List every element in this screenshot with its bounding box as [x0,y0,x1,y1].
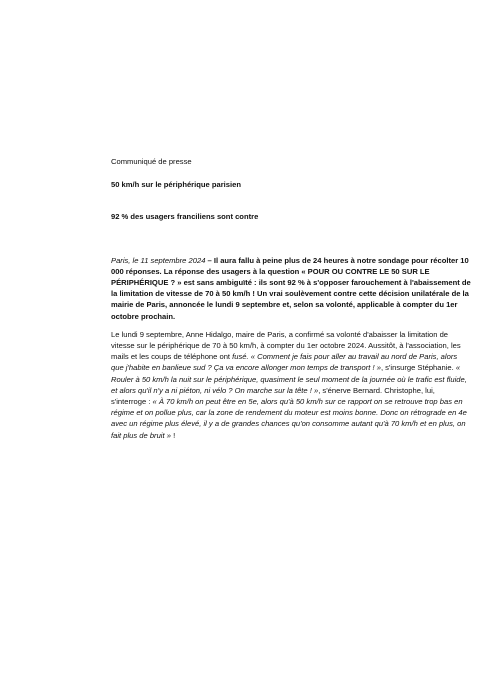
quote-bernard: « Rouler à 50 km/h la nuit sur le périphérique, quasiment le seul moment de la journée où le trafic est fluide, et alors qu'il n'y a ni piéton, ni vélo ? On marche sur la tête ! » [111,363,467,395]
body-segment: , s'insurge Stéphanie. [380,363,456,373]
lead-paragraph [111,255,471,322]
quote-christophe: « À 70 km/h on peut être en 5e, alors qu'à 50 km/h sur ce rapport on se retrouve trop bas en régime et on pollue plus, car la zone de rendement du moteur est moins bonne. Donc on rétrograde en 4e avec un régime plus élevé, il y a de grandes chances qu'on consomme autant qu'à 70 km/h et en plus, on fait plus de bruit » [111,397,467,440]
body-segment: fusé. [232,352,249,362]
quote-stephanie: « Comment je fais pour aller au travail au nord de Paris, alors que j'habite en banlieue sud ? Ça va encore allonger mon temps de transport ! » [111,352,458,373]
document-kicker: Communiqué de presse [111,157,192,166]
body-segment: Le lundi 9 septembre, Anne Hidalgo, maire de Paris, a confirmé sa volonté d'abaisser la limitation de vitesse sur le périphérique de 70 à 50 km/h, à compter du 1er octobre 2024. Aussitôt, à l'association, les mails et les coups de téléphone ont [111,329,461,362]
body-segment: , s'énerve Bernard. Christophe, lui, s'interroge : [111,385,435,407]
document-title: 50 km/h sur le périphérique parisien [111,180,241,190]
lead-dateline: Paris, le 11 septembre 2024 [111,255,206,265]
lead-text: – Il aura fallu à peine plus de 24 heures à notre sondage pour récolter 10 000 réponses. La réponse des usagers à la question « POUR OU CONTRE LE 50 SUR LE PÉRIPHÉRIQUE ? » est sans ambiguïté : ils sont 92 % à s'opposer farouchement à l'abaissement de la limitation de vitesse de 70 à 50 km/h ! Un vrai soulèvement contre cette décision unilatérale de la mairie de Paris, annoncée le lundi 9 septembre et, selon sa volonté, applicable à compter du 1er octobre prochain. [111,255,471,321]
document-subtitle: 92 % des usagers franciliens sont contre [111,212,259,222]
body-paragraph [111,329,471,441]
body-segment: ! [170,430,176,440]
press-release-content [111,156,471,441]
